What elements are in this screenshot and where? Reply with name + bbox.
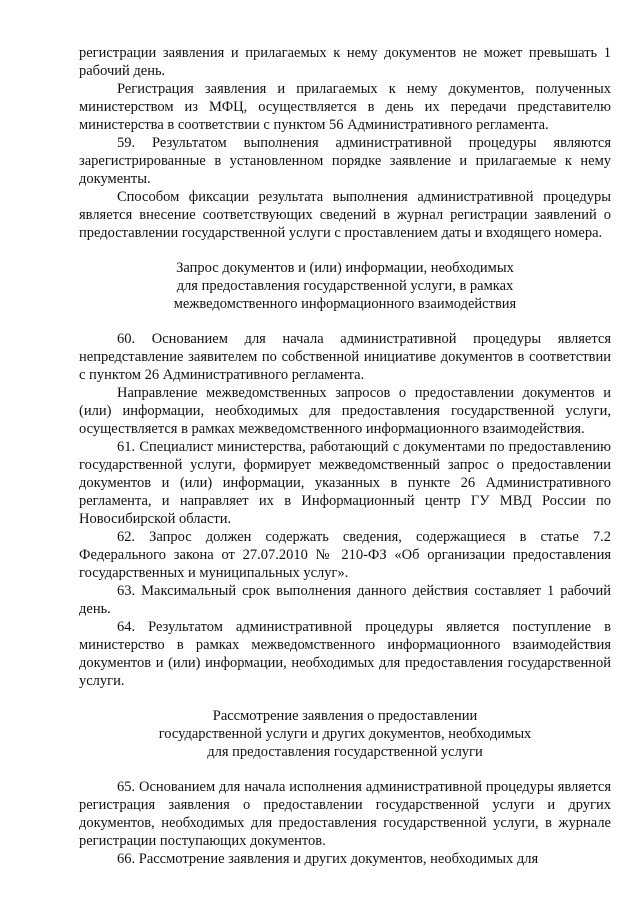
paragraph-continuation: регистрации заявления и прилагаемых к нему документов не может превышать 1 рабочий день. — [79, 45, 611, 79]
heading-line: для предоставления государственной услуги — [207, 744, 483, 760]
section-heading-application-review — [79, 707, 611, 761]
paragraph-interagency-requests: Направление межведомственных запросов о предоставлении документов и (или) информации, необходимых для предоставления государственной услуги, осуществляется в рамках межведомственного информационного взаимодействия. — [79, 385, 611, 437]
heading-line: межведомственного информационного взаимодействия — [173, 296, 517, 312]
paragraph-66: 66. Рассмотрение заявления и других документов, необходимых для — [117, 851, 539, 867]
document-page — [79, 44, 611, 868]
heading-line: для предоставления государственной услуги, в рамках — [176, 278, 514, 294]
heading-line: Рассмотрение заявления о предоставлении — [212, 708, 478, 724]
paragraph-registration-mfc: Регистрация заявления и прилагаемых к нему документов, полученных министерством из МФЦ, осуществляется в день их передачи представителю министерства в соответствии с пунктом 56 Административного регламента. — [79, 81, 611, 133]
heading-line: государственной услуги и других документов, необходимых — [158, 726, 532, 742]
paragraph-60: 60. Основанием для начала административной процедуры является непредставление заявителем по собственной инициативе документов в соответствии с пунктом 26 Административного регламента. — [79, 331, 611, 383]
paragraph-61: 61. Специалист министерства, работающий с документами по предоставлению государственной услуги, формирует межведомственный запрос о предоставлении документов и (или) информации, указанных в пункте 26 Административного регламента, и направляет их в Информационный центр ГУ МВД России по Новосибирской области. — [79, 439, 611, 527]
section-heading-interagency-request — [79, 259, 611, 313]
paragraph-64: 64. Результатом административной процедуры является поступление в министерство в рамках межведомственного информационного взаимодействия документов и (или) информации, необходимых для предоставления государственной услуги. — [79, 619, 611, 689]
paragraph-62: 62. Запрос должен содержать сведения, содержащиеся в статье 7.2 Федерального закона от 27.07.2010 № 210-ФЗ «Об организации предоставления государственных и муниципальных услуг». — [79, 529, 611, 581]
paragraph-63: 63. Максимальный срок выполнения данного действия составляет 1 рабочий день. — [79, 583, 611, 617]
paragraph-65: 65. Основанием для начала исполнения административной процедуры является регистрация заявления о предоставлении государственной услуги и других документов, необходимых для предоставления государственной услуги, в журнале регистрации поступающих документов. — [79, 779, 611, 849]
paragraph-59: 59. Результатом выполнения административной процедуры являются зарегистрированные в установленном порядке заявление и прилагаемые к нему документы. — [79, 135, 611, 187]
heading-line: Запрос документов и (или) информации, необходимых — [176, 260, 514, 276]
paragraph-fixation-method: Способом фиксации результата выполнения административной процедуры является внесение соответствующих сведений в журнал регистрации заявлений о предоставлении государственной услуги с проставлением даты и входящего номера. — [79, 189, 611, 241]
